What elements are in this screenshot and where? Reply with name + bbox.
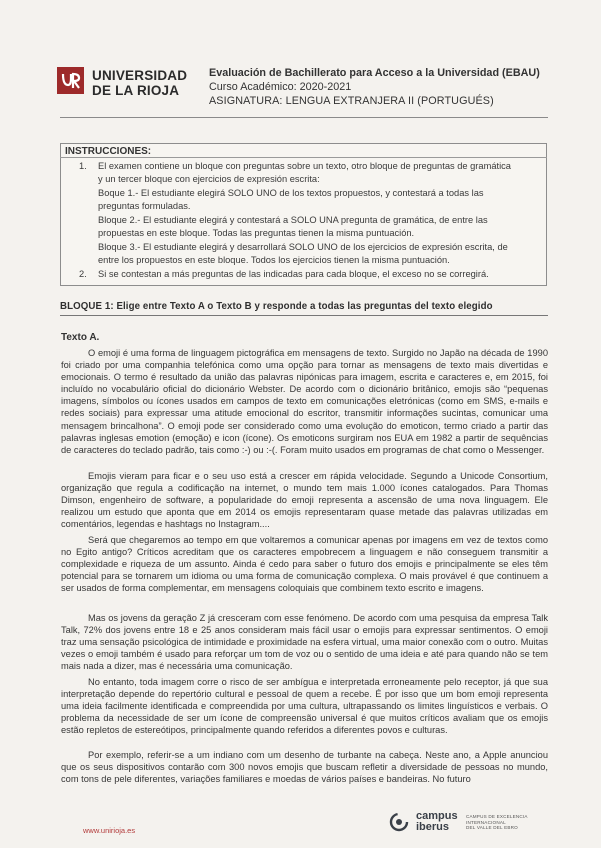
paragraph: Mas os jovens da geração Z já cresceram com esse fenómeno. De acordo com uma pesquisa da empresa Talk Talk, 72% dos jovens entre 18 e 25 anos consideram mais fácil usar o emojis para expressar sentimentos. O emoji traz uma sensação psicológica de intimidade e proximidade na esfera virtual, uma maior conexão com o outro. Muitas vezes o emoji também é usado para reforçar um tom de voz ou o sentido de uma ideia e até para quando não se tem mais nada a dizer, mas é necessária uma comunicação.: [61, 613, 548, 672]
bloque-divider: [60, 315, 548, 316]
bloque-1-heading: BLOQUE 1: Elige entre Texto A o Texto B y responde a todas las preguntas del texto elegido: [60, 301, 493, 312]
instruction-number: 2.: [79, 269, 87, 279]
header-divider: [60, 117, 548, 118]
instruction-bloque-1: [98, 187, 544, 212]
subject: ASIGNATURA: LENGUA EXTRANJERA II (PORTUGUÉS): [209, 95, 494, 108]
instruction-line: propuestas en este bloque. Todas las preguntas tienen la misma puntuación.: [98, 227, 415, 238]
instruction-line: El examen contiene un bloque con preguntas sobre un texto, otro bloque de preguntas de gramática: [98, 161, 511, 171]
instruction-number: 1.: [79, 161, 87, 171]
instruction-item-2: Si se contestan a más preguntas de las indicadas para cada bloque, el exceso no se corregirá.: [98, 269, 489, 279]
instruction-line: Bloque 2.- El estudiante elegirá y contestará a SOLO UNA pregunta de gramática, de entre las: [98, 215, 488, 225]
campus-iberus-logo-icon: [388, 811, 410, 833]
footer-url[interactable]: www.unirioja.es: [83, 826, 136, 835]
instruction-line: Boque 1.- El estudiante elegirá SOLO UNO de los textos propuestos, y contestará a todas las: [98, 188, 484, 198]
university-line-2: DE LA RIOJA: [92, 83, 180, 98]
paragraph: Emojis vieram para ficar e o seu uso está a crescer em rápida velocidade. Segundo a Unicode Consortium, organização que regula a codificação na internet, o mundo tem mais 1.000 ícones catalogados. Para Thomas Dimson, engenheiro de software, a popularidade do emoji representa a ascensão de uma nova linguagem. Ele realizou um estudo que aponta que em 2014 os emojis representaram quase metade das palavras utilizadas em comentários, legendas e hashtags no Instagram....: [61, 471, 548, 530]
campus-iberus: [416, 811, 458, 833]
instruction-bloque-2: [98, 214, 544, 239]
campus-subtitle-line: DEL VALLE DEL EBRO: [466, 825, 518, 831]
exam-title: Evaluación de Bachillerato para Acceso a la Universidad (EBAU): [209, 67, 540, 79]
logo-mark-icon: [57, 67, 84, 94]
exam-header: [209, 66, 540, 109]
campus-line-1: campus: [416, 810, 458, 822]
instruction-item-1: [98, 160, 544, 185]
texto-a-label: Texto A.: [61, 332, 100, 343]
instruction-line: preguntas formuladas.: [98, 200, 191, 211]
instruction-bloque-3: [98, 241, 544, 266]
paragraph: Por exemplo, referir-se a um indiano com um desenho de turbante na cabeça. Neste ano, a Apple anunciou que os seus dispositivos contarão com 300 novos emojis que buscam refletir a diversidade de pessoas no mundo, com tons de pele diferentes, variações familiares e moedas de vários países e bandeiras. No futuro: [61, 750, 548, 785]
university-name: [92, 68, 187, 98]
paragraph: O emoji é uma forma de linguagem pictográfica em mensagens de texto. Surgido no Japão na década de 1990 foi criado por uma companhia telefónica como uma opção para tornar as mensagens de texto mais divertidas e emocionais. O termo é resultado da união das palavras nipónicas para imagem, escrita e caracteres e, em 2015, foi incluído no vocabulário oficial do dicionário Webster. De acordo com o dicionário britânico, emojis são “pequenas imagens, símbolos ou ícones usados em campos de texto em comunicações eletrónicas (como em SMS, e-mails e redes sociais) para expressar uma atitude emocional do escritor, transmitir informações sucintas, comunicar uma mensagem brincalhona”. O emoji pode ser considerado como uma evolução do emoticon, termo criado a partir das palavras inglesas emotion (emoção) e icon (ícone). Os emoticons surgiram nos EUA em 1982 a partir de sequências de caracteres do teclado padrão, tais como :-) ou :-(. Foram muito usados em programas de chat como o Messenger.: [61, 348, 548, 455]
campus-subtitle-line: INTERNACIONAL: [466, 819, 506, 825]
campus-subtitle-line: CAMPUS DE EXCELENCIA: [466, 814, 528, 819]
university-line-1: UNIVERSIDAD: [92, 68, 188, 83]
campus-subtitle: [466, 814, 528, 831]
course-year: Curso Académico: 2020-2021: [209, 81, 352, 94]
instruction-line: entre los propuestos en este bloque. Todos los ejercicios tienen la misma puntuación.: [98, 254, 450, 265]
instructions-title-divider: [60, 157, 547, 158]
campus-line-2: iberus: [416, 821, 450, 833]
instruction-line: Bloque 3.- El estudiante elegirá y desarrollará SOLO UNO de los ejercicios de expresión escrita, de: [98, 242, 508, 252]
paragraph: Será que chegaremos ao tempo em que voltaremos a comunicar apenas por imagens em vez de textos como no Egito antigo? Críticos acreditam que os caracteres empobrecem a linguagem e não conseguem transmitir a complexidade e riqueza de um assunto. Ainda é cedo para saber o futuro dos emojis e principalmente se eles têm potencial para se tornarem um idioma ou uma forma de comunicação complexa. O mais provável é que continuem a ser usados de forma complementar, em mensagens coloquiais que combinem texto escrito e imagens.: [61, 535, 548, 594]
paragraph: No entanto, toda imagem corre o risco de ser ambígua e interpretada erroneamente pelo receptor, já que sua interpretação depende do repertório cultural e pessoal de quem a recebe. É por isso que um bom emoji representa uma ideia facilmente identificada e compreendida por uma cultura, ultrapassando os limites linguísticos e verbais. O problema da necessidade de ser um ícone de compreensão universal é que muitos críticos avaliam que os emojis estão repletos de estereótipos, principalmente quando referidos a diferentes povos e culturas.: [61, 677, 548, 736]
university-logo: [57, 67, 84, 94]
instructions-title: INSTRUCCIONES:: [65, 146, 152, 157]
instruction-line: y un tercer bloque con ejercicios de expresión escrita:: [98, 173, 320, 184]
